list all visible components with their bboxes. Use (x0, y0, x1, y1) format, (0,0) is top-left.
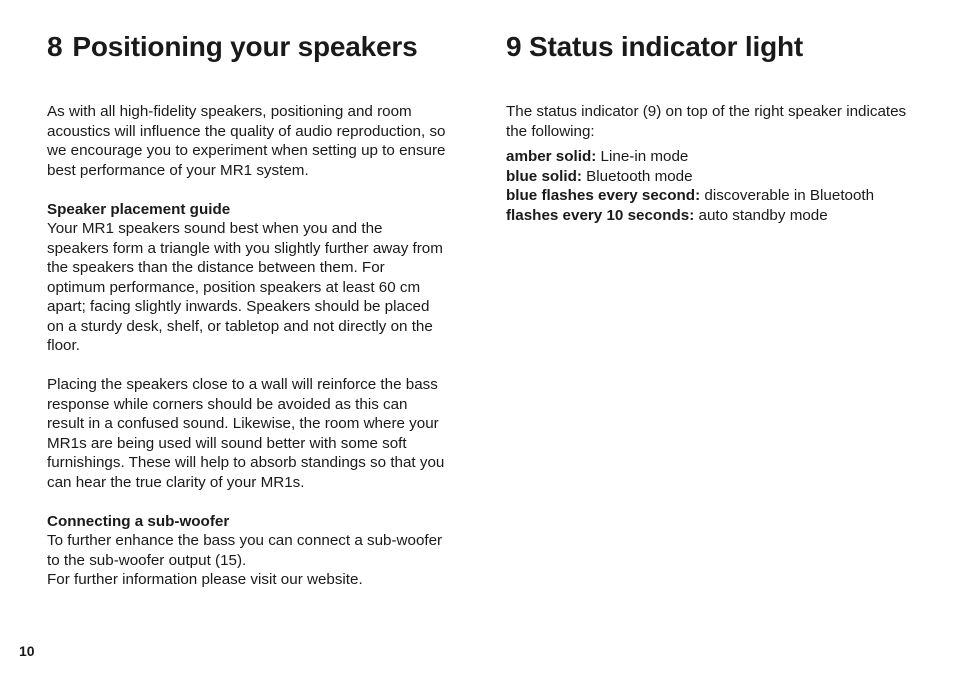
subwoofer-heading: Connecting a sub-woofer (47, 512, 230, 530)
status-value: discoverable in Bluetooth (704, 187, 875, 204)
status-list (506, 147, 916, 225)
paragraph-gap (47, 492, 447, 512)
status-body (506, 102, 916, 225)
section-status-indicator (506, 30, 916, 225)
section-title-status (506, 30, 916, 64)
section-number: 9 (506, 31, 522, 62)
section-title-text: Status indicator light (528, 31, 804, 62)
section-number: 8 (47, 31, 63, 62)
positioning-body (47, 102, 447, 590)
subwoofer-text: To further enhance the bass you can connect a sub-woofer to the sub-woofer output (15). (47, 532, 443, 569)
positioning-intro: As with all high-fidelity speakers, positioning and room acoustics will influence the quality of audio reproduction, so we encourage you to experiment when setting up to ensure best performance of your MR1 system. (47, 103, 446, 179)
wall-placement-text: Placing the speakers close to a wall will reinforce the bass response while corners should be avoided as this can result in a confused sound. Likewise, the room where your MR1s are being used will sound better with some soft furnishings. These will help to absorb standings so that you can hear the true clarity of your MR1s. (47, 376, 445, 491)
status-item (506, 167, 916, 187)
status-intro: The status indicator (9) on top of the right speaker indicates the following: (506, 103, 907, 140)
paragraph-gap (47, 180, 447, 200)
status-value: Line-in mode (600, 148, 689, 165)
status-key: blue solid: (506, 167, 582, 185)
status-item (506, 206, 916, 226)
status-item (506, 147, 916, 167)
paragraph-gap (47, 356, 447, 376)
page-number: 10 (19, 643, 35, 659)
status-value: Bluetooth mode (586, 167, 693, 185)
website-text: For further information please visit our website. (47, 571, 363, 588)
placement-guide-heading: Speaker placement guide (47, 200, 231, 218)
status-value: auto standby mode (698, 206, 828, 224)
section-title-positioning (47, 30, 447, 64)
status-item (506, 186, 916, 206)
section-positioning (47, 30, 447, 590)
status-key: flashes every 10 seconds: (506, 206, 695, 224)
section-title-text: Positioning your speakers (72, 31, 418, 62)
status-key: amber solid: (506, 148, 597, 165)
placement-guide-text: Your MR1 speakers sound best when you and the speakers form a triangle with you slightly further away from the speakers than the distance between them. For optimum performance, position speakers at least 60 cm apart; facing slightly inwards. Speakers should be placed on a sturdy desk, shelf, or tabletop and not directly on the floor. (47, 220, 443, 354)
status-key: blue flashes every second: (506, 187, 701, 204)
